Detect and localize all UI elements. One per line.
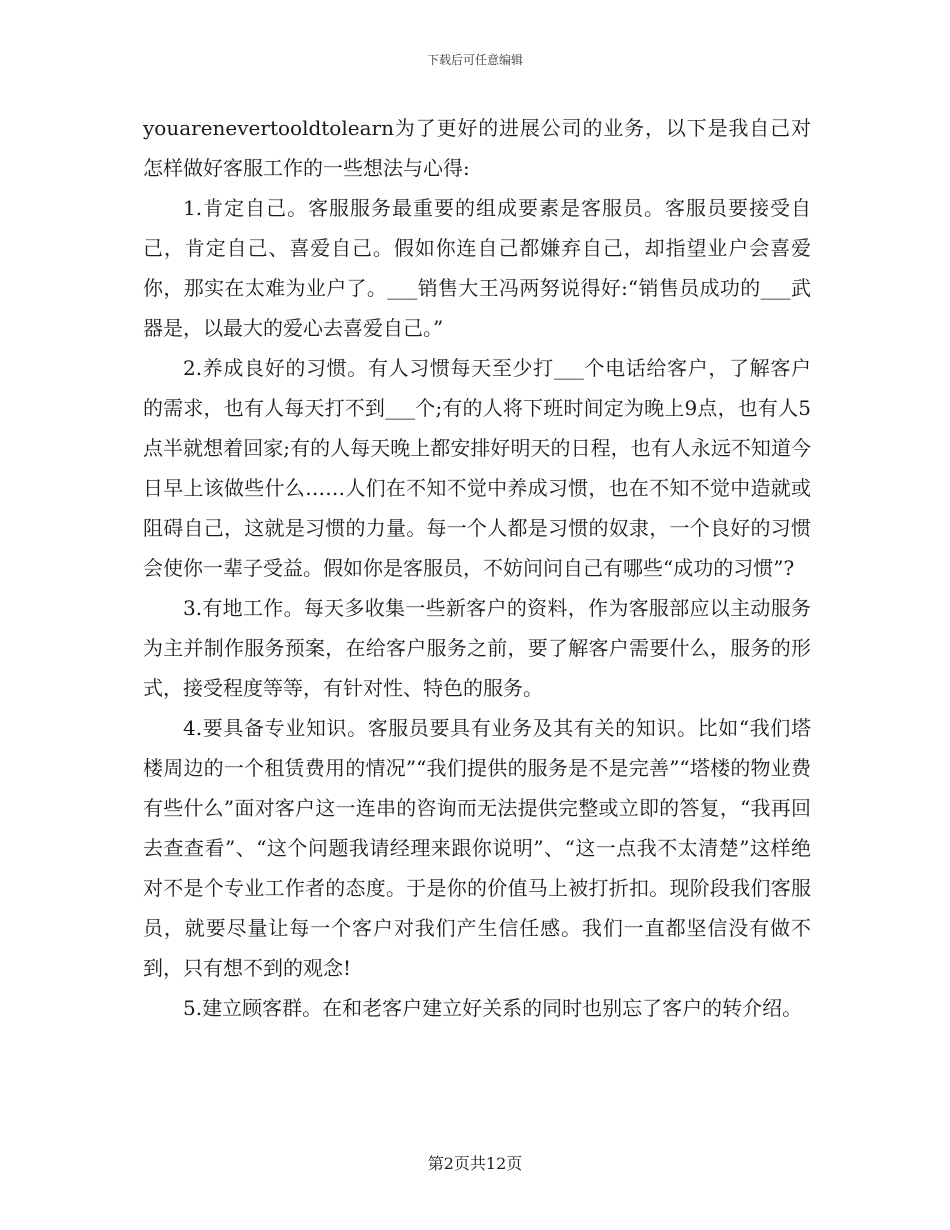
paragraph-item-3: 3.有地工作。每天多收集一些新客户的资料，作为客服部应以主动服务为主并制作服务预案，在给客户服务之前，要了解客户需要什么，服务的形式，接受程度等等，有针对性、特色的服务。 [143,596,811,700]
page-footer: 第2页共12页 [427,1154,523,1173]
paragraph-item-4: 4.要具备专业知识。客服员要具有业务及其有关的知识。比如“我们塔楼周边的一个租赁费用的情况”“我们提供的服务是不是完善”“塔楼的物业费有些什么”面对客户这一连串的咨询而无法提供完整或立即的答复，“我再回去查查看”、“这个问题我请经理来跟你说明”、“这一点我不太清楚”这样绝对不是个专业工作者的态度。于是你的价值马上被打折扣。现阶段我们客服员，就要尽量让每一个客户对我们产生信任感。我们一直都坚信没有做不到，只有想不到的观念! [143,716,811,980]
paragraph-item-5: 5.建立顾客群。在和老客户建立好关系的同时也别忘了客户的转介绍。 [183,996,803,1020]
document-body [143,108,811,1028]
paragraph-item-2: 2.养成良好的习惯。有人习惯每天至少打___个电话给客户，了解客户的需求，也有人每天打不到___个;有的人将下班时间定为晚上9点，也有人5点半就想着回家;有的人每天晚上都安排好明天的日程，也有人永远不知道今日早上该做些什么……人们在不知不觉中养成习惯，也在不知不觉中造就或阻碍自己，这就是习惯的力量。每一个人都是习惯的奴隶，一个良好的习惯会使你一辈子受益。假如你是客服员，不妨问问自己有哪些“成功的习惯”? [143,356,811,580]
paragraph-item-1: 1.肯定自己。客服服务最重要的组成要素是客服员。客服员要接受自己，肯定自己、喜爱自己。假如你连自己都嫌弃自己，却指望业户会喜爱你，那实在太难为业户了。___销售大王冯两努说得好:“销售员成功的___武器是，以最大的爱心去喜爱自己。” [143,196,811,340]
paragraph-intro: youarenevertooldtolearn为了更好的进展公司的业务，以下是我自己对怎样做好客服工作的一些想法与心得: [143,116,811,180]
page-header: 下载后可任意编辑 [426,53,523,67]
